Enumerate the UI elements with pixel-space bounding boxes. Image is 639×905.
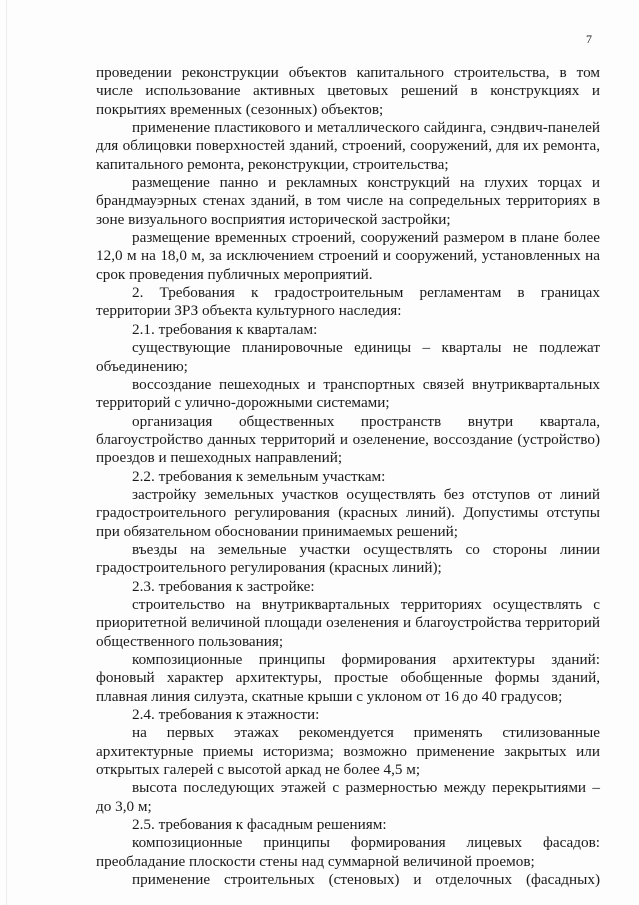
scan-edge [6,0,7,905]
paragraph: строительство на внутриквартальных территориях осуществлять с приоритетной величиной площади озеленения и благоустройства территорий общественного пользования; [96,595,600,650]
subsection-heading: 2.1. требования к кварталам: [132,320,318,338]
paragraph: размещение панно и рекламных конструкций на глухих торцах и брандмауэрных стенах зданий, в том числе на сопредельных территориях в зоне визуального восприятия исторической застройки; [96,174,600,228]
subsection-heading: 2.5. требования к фасадным решениям: [132,816,387,834]
paragraph: организация общественных пространств внутри квартала, благоустройство данных территорий и озеленение, воссоздание (устройство) проездов и пешеходных направлений; [96,412,600,467]
paragraph: композиционные принципы формирования архитектуры зданий: фоновый характер архитектуры, простые обобщенные формы зданий, плавная линия силуэта, скатные крыши с уклоном от 16 до 40 градусов; [96,651,600,705]
paragraph: воссоздание пешеходных и транспортных связей внутриквартальных территорий с улично-дорожными системами; [96,375,600,412]
paragraph: существующие планировочные единицы – кварталы не подлежат объединению; [96,339,600,375]
page-number: 7 [586,32,592,46]
paragraph: применение пластикового и металлического сайдинга, сэндвич-панелей для облицовки поверхностей зданий, строений, сооружений, для их ремонта, капитального ремонта, реконструкции, строительства; [96,119,600,173]
paragraph: застройку земельных участков осуществлять без отступов от линий градостроительного регулирования (красных линий). Допустимы отступы при обязательном обосновании принимаемых решений; [96,485,600,540]
paragraph: размещение временных строений, сооружений размером в плане более 12,0 м на 18,0 м, за исключением строений и сооружений, установленных на срок проведения публичных мероприятий. [96,229,600,283]
paragraph: на первых этажах рекомендуется применять стилизованные архитектурные приемы историзма; возможно применение закрытых или открытых галерей с высотой аркад не более 4,5 м; [96,724,600,779]
paragraph: въезды на земельные участки осуществлять со стороны линии градостроительного регулирования (красных линий); [96,540,600,577]
subsection-heading: 2.4. требования к этажности: [132,706,320,724]
paragraph: композиционные принципы формирования лицевых фасадов: преобладание плоскости стены над суммарной величиной проемов; [96,834,600,870]
paragraph: применение строительных (стеновых) и отделочных (фасадных) [132,871,600,889]
subsection-heading: 2.3. требования к застройке: [132,577,315,595]
subsection-heading: 2.2. требования к земельным участкам: [132,467,386,485]
section-heading: 2. Требования к градостроительным регламентам в границах территории ЗРЗ объекта культурного наследия: [96,284,600,320]
document-body [96,64,600,889]
paragraph: высота последующих этажей с размерностью между перекрытиями – до 3,0 м; [96,779,600,815]
paragraph: проведении реконструкции объектов капитального строительства, в том числе использование активных цветовых решений в конструкциях и покрытиях временных (сезонных) объектов; [96,64,600,118]
